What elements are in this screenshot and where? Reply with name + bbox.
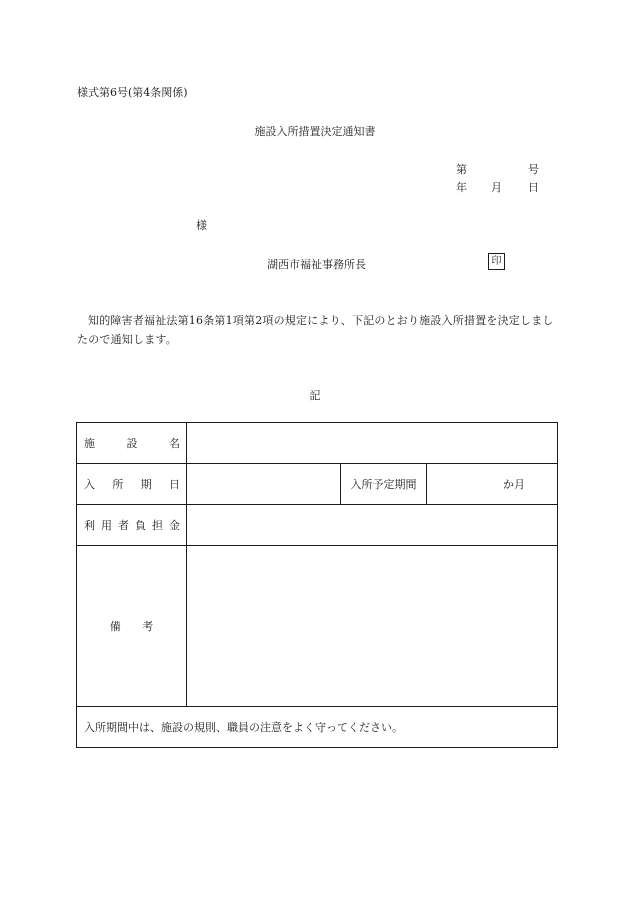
label-char: 備	[109, 620, 121, 633]
months-unit: か月	[503, 478, 526, 491]
table-row	[77, 505, 558, 546]
label-char: 用	[101, 519, 112, 532]
details-table	[76, 422, 558, 748]
document-title: 施設入所措置決定通知書	[254, 125, 376, 138]
planned-term-label: 入所予定期間	[341, 464, 427, 505]
label-char: 考	[142, 620, 154, 633]
ki-heading: 記	[309, 389, 321, 402]
date-year-label: 年	[456, 181, 467, 194]
table-row	[77, 423, 558, 464]
seal-mark: 印	[488, 253, 505, 270]
body-paragraph: 知的障害者福祉法第16条第1項第2項の規定により、下記のとおり施設入所措置を決定しましたので通知します。	[77, 314, 554, 346]
remarks-field[interactable]	[187, 546, 558, 707]
user-charge-field[interactable]	[187, 505, 558, 546]
remarks-label	[77, 546, 187, 707]
number-prefix: 第	[456, 163, 467, 176]
notice-text: 入所期間中は、施設の規則、職員の注意をよく守ってください。	[77, 707, 558, 748]
label-char: 利	[84, 519, 95, 532]
table-row	[77, 707, 558, 748]
admission-date-label	[77, 464, 187, 505]
user-charge-label	[77, 505, 187, 546]
label-char: 入	[84, 478, 95, 491]
form-number: 様式第6号(第4条関係)	[77, 86, 188, 99]
label-char: 金	[169, 519, 180, 532]
label-char: 者	[118, 519, 129, 532]
label-char: 施	[84, 437, 95, 450]
date-day-label: 日	[528, 181, 539, 194]
label-char: 所	[112, 478, 124, 491]
label-char: 日	[168, 478, 180, 491]
issuer-name: 湖西市福祉事務所長	[267, 258, 366, 271]
facility-name-field[interactable]	[187, 423, 558, 464]
facility-name-label	[77, 423, 187, 464]
date-month-label: 月	[491, 181, 502, 194]
label-char: 負	[135, 519, 146, 532]
table-row	[77, 464, 558, 505]
admission-date-field[interactable]	[187, 464, 341, 505]
label-char: 担	[152, 519, 163, 532]
table-row	[77, 546, 558, 707]
recipient-honorific: 様	[196, 219, 207, 232]
planned-term-field[interactable]	[427, 464, 558, 505]
number-suffix: 号	[528, 163, 539, 176]
label-char: 期	[140, 478, 152, 491]
label-char: 設	[126, 437, 138, 450]
label-char: 名	[169, 437, 180, 450]
